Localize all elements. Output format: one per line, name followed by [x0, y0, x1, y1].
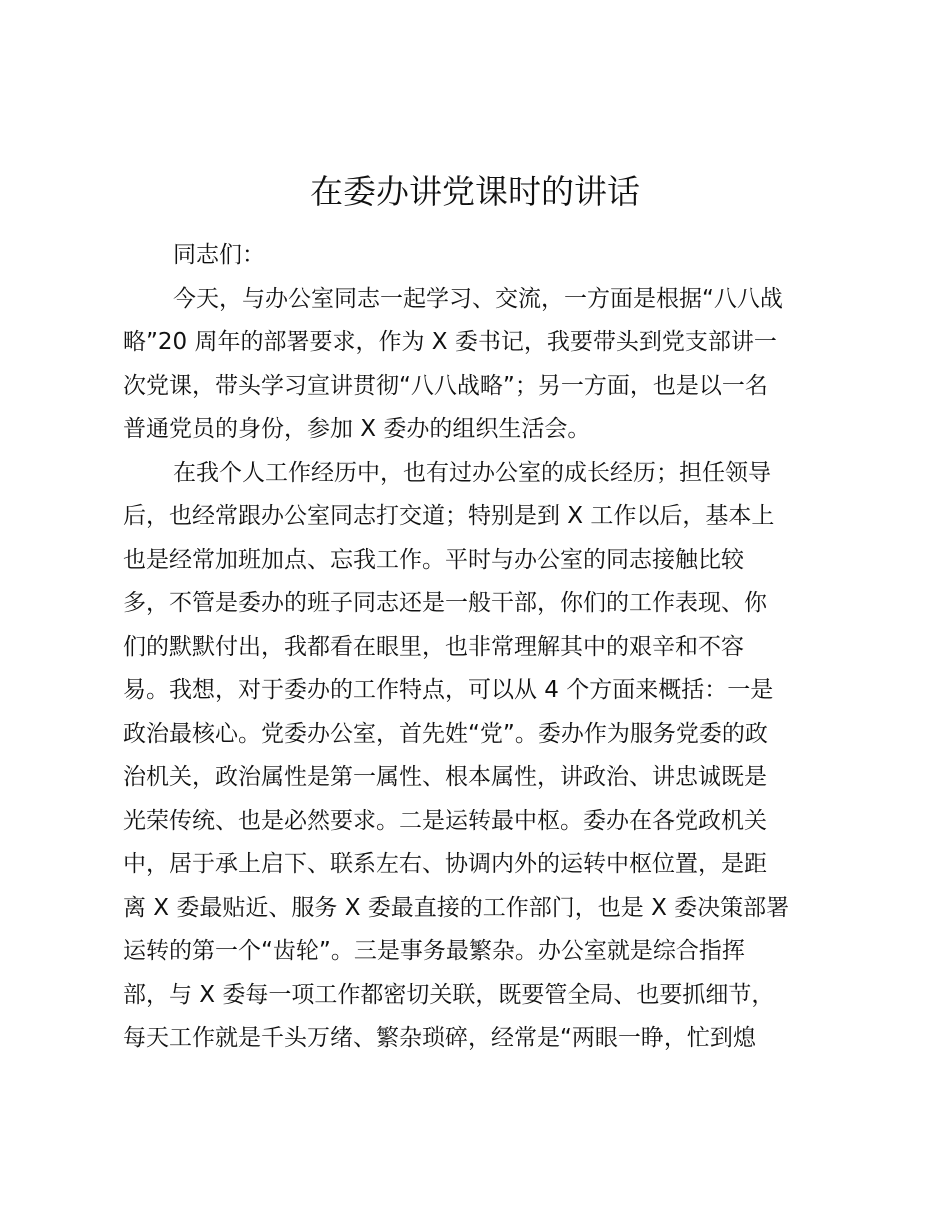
- text-line: 同志们：: [173, 242, 265, 268]
- text-line: 中，居于承上启下、联系左右、协调内外的运转中枢位置，是距: [123, 851, 767, 877]
- text-line: 易。我想，对于委办的工作特点，可以从 4 个方面来概括：一是: [123, 677, 774, 703]
- paragraph-salutation: [123, 234, 831, 278]
- document-title: 在委办讲党课时的讲话: [310, 172, 640, 211]
- text-line: 运转的第一个“齿轮”。三是事务最繁杂。办公室就是综合指挥: [123, 938, 745, 964]
- text-line: 治机关，政治属性是第一属性、根本属性，讲政治、讲忠诚既是: [123, 764, 767, 790]
- text-line: 离 X 委最贴近、服务 X 委最直接的工作部门，也是 X 委决策部署: [123, 894, 790, 921]
- text-line: 部，与 X 委每一项工作都密切关联，既要管全局、也要抓细节，: [123, 981, 775, 1008]
- paragraph-intro: [123, 278, 831, 452]
- text-line: 每天工作就是千头万绪、繁杂琐碎，经常是“两眼一睁，忙到熄: [123, 1025, 756, 1051]
- text-line: 后，也经常跟办公室同志打交道；特别是到 X 工作以后，基本上: [123, 503, 775, 529]
- text-line: 普通党员的身份，参加 X 委办的组织生活会。: [123, 416, 591, 442]
- text-line: 光荣传统、也是必然要求。二是运转最中枢。委办在各党政机关: [123, 807, 767, 834]
- text-line: 多，不管是委办的班子同志还是一般干部，你们的工作表现、你: [123, 590, 767, 616]
- text-line: 们的默默付出，我都看在眼里，也非常理解其中的艰辛和不容: [123, 633, 744, 660]
- document-body: [123, 234, 831, 1061]
- text-line: 在我个人工作经历中，也有过办公室的成长经历；担任领导: [173, 459, 771, 486]
- paragraph-experience: [123, 452, 831, 1061]
- text-line: 也是经常加班加点、忘我工作。平时与办公室的同志接触比较: [123, 546, 744, 573]
- text-line: 政治最核心。党委办公室，首先姓“党”。委办作为服务党委的政: [123, 720, 768, 747]
- text-line: 次党课，带头学习宣讲贯彻“八八战略”；另一方面，也是以一名: [123, 372, 768, 399]
- text-line: 今天，与办公室同志一起学习、交流，一方面是根据“八八战: [173, 285, 783, 312]
- text-line: 略”20 周年的部署要求，作为 X 委书记，我要带头到党支部讲一: [123, 329, 777, 355]
